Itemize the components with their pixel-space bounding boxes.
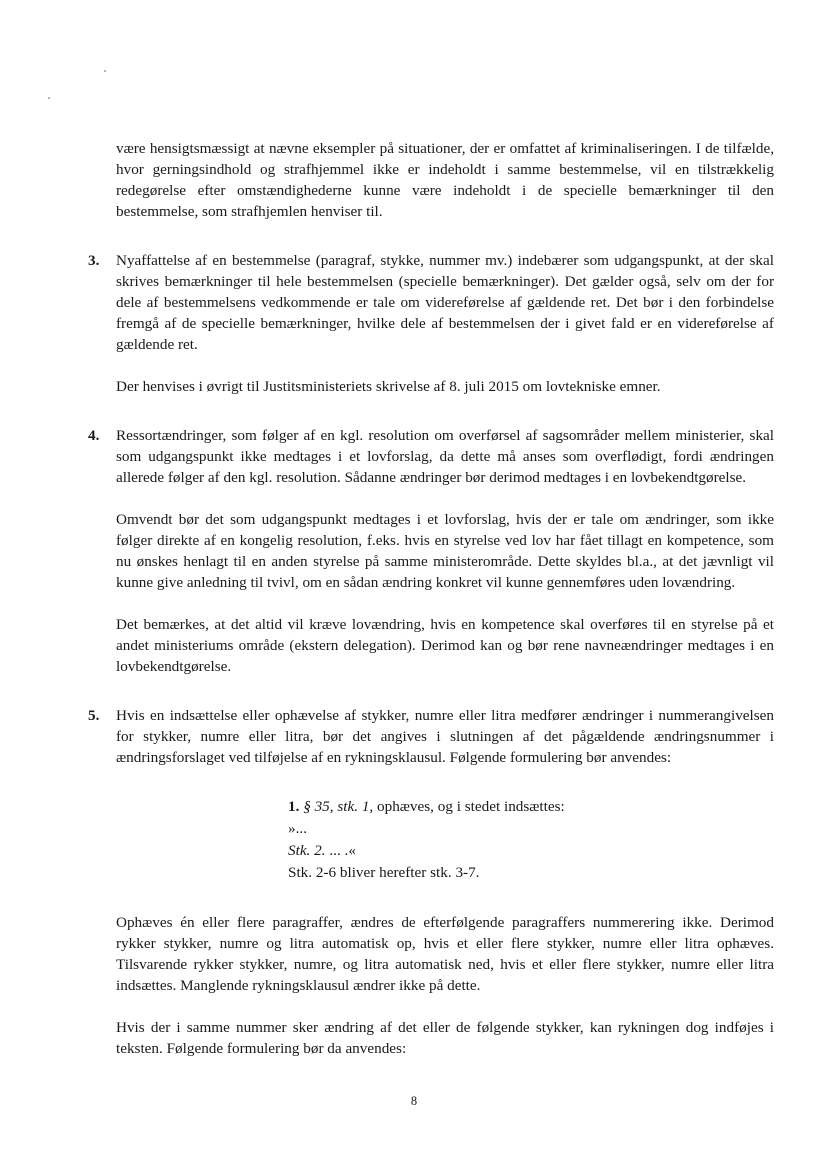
after-paragraph: Hvis der i samme nummer sker ændring af det eller de følgende stykker, kan rykningen dog indføjes i teksten. Følgende formulering bør da anvendes:: [116, 1019, 774, 1057]
item-number: 5.: [88, 707, 100, 724]
item-paragraph: Der henvises i øvrigt til Justitsministeriets skrivelse af 8. juli 2015 om lovtekniske emner.: [116, 378, 661, 395]
example-reference: § 35, stk. 1,: [303, 798, 374, 815]
after-paragraph: Ophæves én eller flere paragraffer, ændres de efterfølgende paragraffers nummerering ikke. Derimod rykker stykker, numre og litra automatisk op, hvis et eller flere stykker, numre eller litra ophæves. Tilsvarende rykker stykker, numre, og litra automatisk ned, hvis et eller flere stykker, numre eller litra indsættes. Manglende rykningsklausul ændrer ikke på dette.: [116, 914, 774, 994]
example-text: ophæves, og i stedet indsættes:: [377, 798, 565, 815]
document-body: [88, 138, 774, 1059]
item-paragraph: Omvendt bør det som udgangspunkt medtages i et lovforslag, hvis der er tale om ændringer, som ikke følger direkte af en kongelig resolution, f.eks. hvis en styrelse ved lov har fået tillagt en kompetence, som nu ønskes henlagt til en anden styrelse på samme ministerområde. Dette skyldes bl.a., at det jævnligt vil kunne give anledning til tvivl, om en sådan ændring konkret vil kunne gennemføres uden lovændring.: [116, 511, 774, 591]
list-item-3: [88, 250, 774, 397]
example-formulation: [288, 796, 774, 884]
intro-paragraph: være hensigtsmæssigt at nævne eksempler på situationer, der er omfattet af kriminaliseringen. I de tilfælde, hvor gerningsindhold og strafhjemmel ikke er indeholdt i samme bestemmelse, vil en tilstrækkelig redegørelse efter omstændighederne kunne være indeholdt i de specielle bemærkninger til den bestemmelse, som strafhjemlen henviser til.: [116, 140, 774, 220]
item-body: [116, 425, 774, 677]
item-paragraph: Det bemærkes, at det altid vil kræve lovændring, hvis en kompetence skal overføres til en styrelse på et andet ministeriums område (ekstern delegation). Derimod kan og bør rene navneændringer medtages i en lovbekendtgørelse.: [116, 616, 774, 675]
scan-speck: [104, 70, 106, 72]
example-line-3: [288, 840, 774, 862]
example-reference: Stk. 2.: [288, 842, 326, 859]
scan-speck: [48, 97, 50, 99]
item-number: 3.: [88, 252, 100, 269]
item-paragraph: Ressortændringer, som følger af en kgl. resolution om overførsel af sagsområder mellem ministerier, skal som udgangspunkt ikke medtages i et lovforslag, da dette må anses som overflødigt, fordi ændringen allerede følger af den kgl. resolution. Sådanne ændringer bør derimod medtages i en lovbekendtgørelse.: [116, 427, 774, 486]
example-line-4: Stk. 2-6 bliver herefter stk. 3-7.: [288, 864, 480, 881]
item-number: 4.: [88, 427, 100, 444]
example-line-1: [288, 796, 774, 818]
page-number: 8: [410, 1094, 418, 1108]
example-text: ... .«: [329, 842, 356, 859]
example-line-2: »...: [288, 820, 307, 837]
item-paragraph: Nyaffattelse af en bestemmelse (paragraf, stykke, nummer mv.) indebærer som udgangspunkt, at der skal skrives bemærkninger til hele bestemmelsen (specielle bemærkninger). Det gælder også, selv om der for dele af bestemmelsens vedkommende er tale om videreførelse af gældende ret. Det bør i den forbindelse fremgå af de specielle bemærkninger, hvilke dele af bestemmelsen der i givet fald er en videreførelse af gældende ret.: [116, 252, 774, 353]
list-item-5: [88, 705, 774, 768]
item-body: [116, 705, 774, 768]
item-body: [116, 250, 774, 397]
list-item-4: [88, 425, 774, 677]
item-paragraph: Hvis en indsættelse eller ophævelse af stykker, numre eller litra medfører ændringer i nummerangivelsen for stykker, numre eller litra, bør det angives i slutningen af det pågældende ændringsnummer i ændringsforslaget ved tilføjelse af en rykningsklausul. Følgende formulering bør anvendes:: [116, 707, 774, 766]
example-number: 1.: [288, 798, 300, 815]
